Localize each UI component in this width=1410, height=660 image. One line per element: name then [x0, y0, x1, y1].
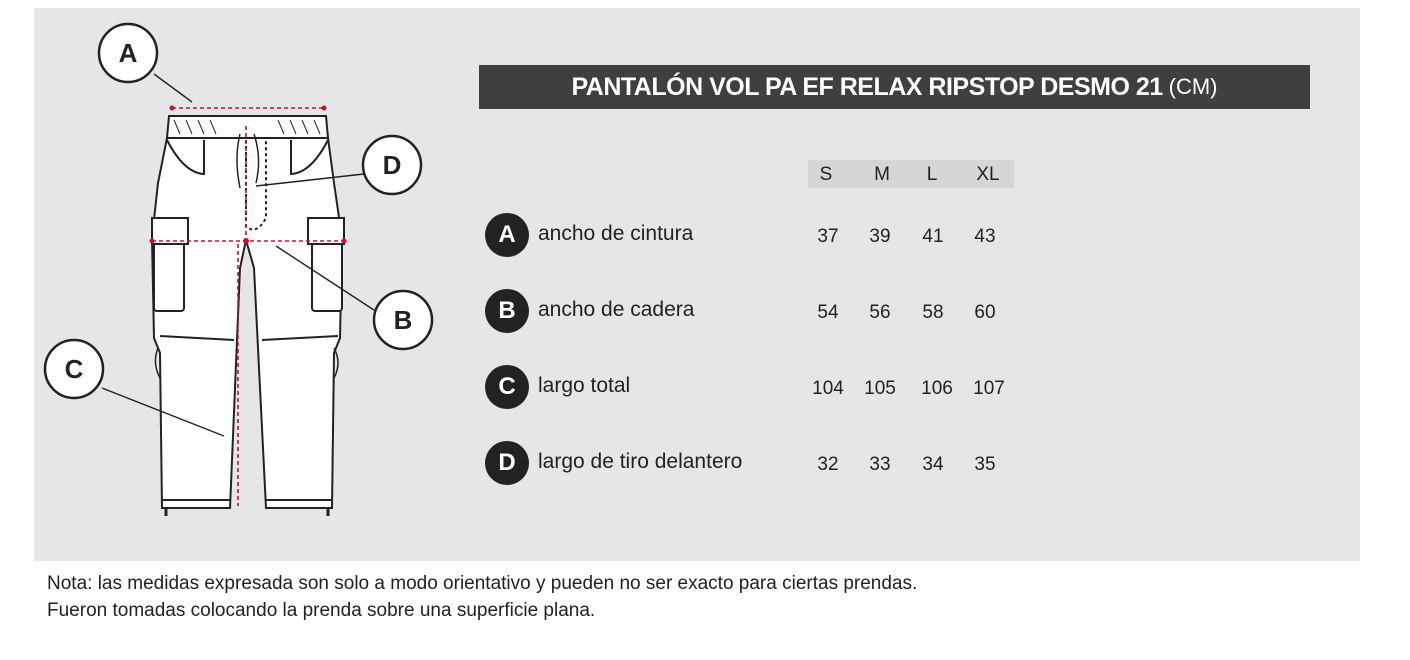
svg-text:C: C [64, 354, 84, 384]
size-s: S [819, 164, 833, 185]
cell-d-m: 33 [869, 454, 891, 475]
row-badge-b: B [485, 289, 529, 333]
cell-a-s: 37 [817, 226, 839, 247]
row-label-a: ancho de cintura [538, 222, 694, 245]
cell-b-xl: 60 [974, 302, 996, 323]
row-label-d: largo de tiro delantero [538, 450, 743, 473]
note-line-2: Fueron tomadas colocando la prenda sobre una superficie plana. [47, 600, 596, 621]
note-line-1: Nota: las medidas expresada son solo a modo orientativo y pueden no ser exacto para ciertas prendas. [47, 573, 918, 594]
cell-d-s: 32 [817, 454, 839, 475]
cell-d-l: 34 [922, 454, 944, 475]
product-title-bar [479, 65, 1310, 109]
callout-a [99, 24, 157, 82]
row-label-c: largo total [538, 374, 631, 397]
product-title: PANTALÓN VOL PA EF RELAX RIPSTOP DESMO 21 [571, 72, 1163, 101]
cell-c-xl: 107 [973, 378, 1005, 399]
cell-a-m: 39 [869, 226, 891, 247]
row-label-b: ancho de cadera [538, 298, 695, 321]
svg-text:D: D [382, 150, 402, 180]
callout-d [363, 136, 421, 194]
callout-c [45, 340, 103, 398]
row-badge-d: D [485, 441, 529, 485]
cell-c-l: 106 [921, 378, 953, 399]
cell-a-xl: 43 [974, 226, 996, 247]
size-xl: XL [976, 164, 1000, 185]
row-badge-c: C [485, 365, 529, 409]
svg-text:A: A [118, 38, 138, 68]
callout-b [374, 291, 432, 349]
cell-c-s: 104 [812, 378, 844, 399]
pants-outline [152, 116, 344, 516]
cell-a-l: 41 [922, 226, 944, 247]
cell-b-l: 58 [922, 302, 944, 323]
cell-b-s: 54 [817, 302, 839, 323]
row-badge-a: A [485, 213, 529, 257]
size-l: L [926, 164, 938, 185]
svg-text:B: B [393, 305, 413, 335]
size-m: M [874, 164, 890, 185]
pants-diagram [34, 8, 464, 561]
cell-b-m: 56 [869, 302, 891, 323]
cell-c-m: 105 [864, 378, 896, 399]
cell-d-xl: 35 [974, 454, 996, 475]
unit-label: (CM) [1168, 74, 1218, 99]
